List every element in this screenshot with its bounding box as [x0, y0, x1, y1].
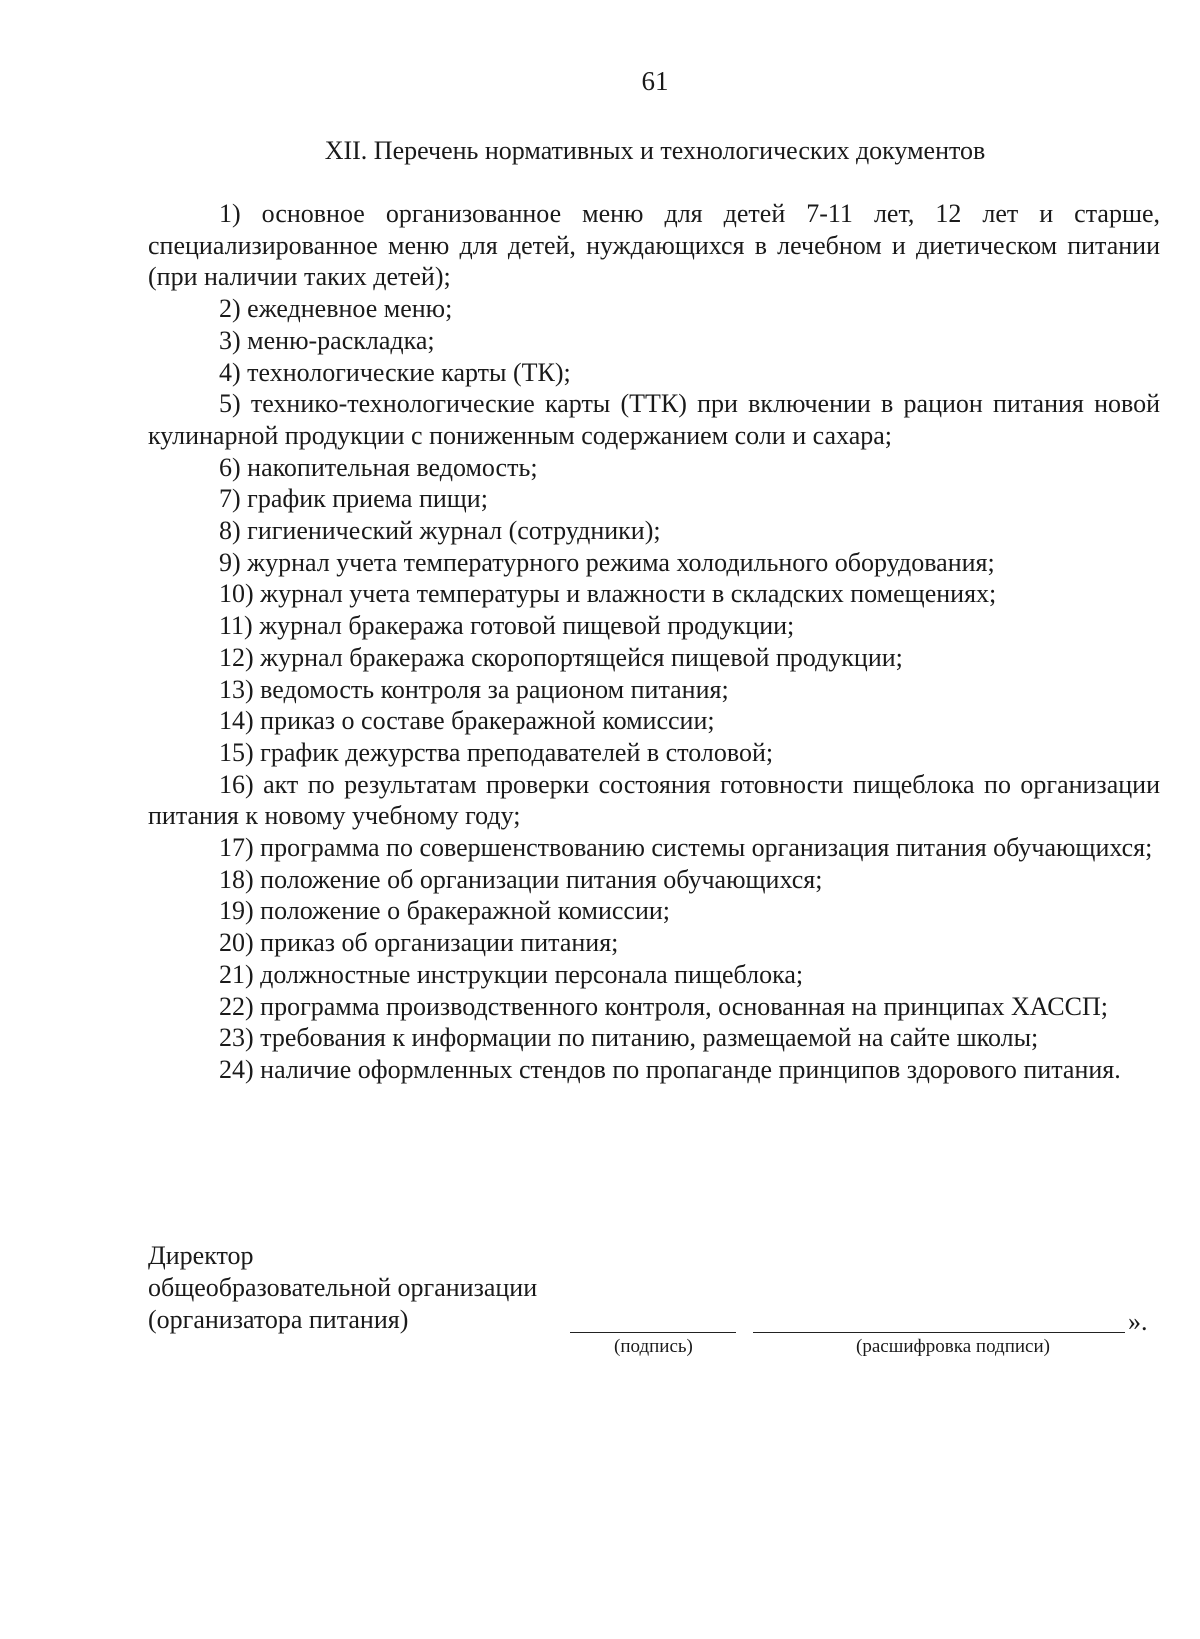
list-item: 18) положение об организации питания обучающихся; — [219, 864, 823, 894]
list-item: 24) наличие оформленных стендов по пропаганде принципов здорового питания. — [219, 1054, 1121, 1084]
section-heading: XII. Перечень нормативных и технологических документов — [324, 136, 986, 165]
list-item: 7) график приема пищи; — [219, 484, 488, 514]
page-number: 61 — [641, 66, 669, 96]
list-item: 19) положение о бракеражной комиссии; — [219, 896, 671, 926]
list-item: 15) график дежурства преподавателей в столовой; — [219, 737, 774, 767]
list-item: 16) акт по результатам проверки состояния готовности пищеблока по организации питания к новому учебному году; — [148, 769, 1160, 831]
list-item: 5) технико-технологические карты (ТТК) при включении в рацион питания новой кулинарной продукции с пониженным содержанием соли и сахара; — [148, 389, 1160, 450]
list-item: 17) программа по совершенствованию системы организация питания обучающихся; — [219, 833, 1153, 863]
list-item: 4) технологические карты (ТК); — [219, 357, 571, 387]
list-item: 21) должностные инструкции персонала пищеблока; — [219, 959, 804, 989]
list-item: 12) журнал бракеража скоропортящейся пищевой продукции; — [219, 642, 903, 672]
list-item: 1) основное организованное меню для детей 7-11 лет, 12 лет и старше, специализированное меню для детей, нуждающихся в лечебном и диетическом питании (при наличии таких детей); — [148, 199, 1160, 292]
list-item: 14) приказ о составе бракеражной комиссии; — [219, 706, 715, 736]
signatory-title: Директор — [148, 1241, 254, 1270]
list-item: 10) журнал учета температуры и влажности в складских помещениях; — [219, 579, 997, 609]
list-item: 3) меню-раскладка; — [219, 325, 435, 355]
documents-list — [148, 198, 1160, 1086]
list-item: 11) журнал бракеража готовой пищевой продукции; — [219, 611, 795, 641]
list-item: 20) приказ об организации питания; — [219, 928, 619, 958]
signature-decode-line — [753, 1332, 1125, 1333]
signature-line — [570, 1332, 736, 1333]
list-item: 13) ведомость контроля за рационом питания; — [219, 674, 729, 704]
list-item: 9) журнал учета температурного режима холодильного оборудования; — [219, 547, 995, 577]
signature-caption: (подпись) — [614, 1336, 693, 1357]
list-item: 8) гигиенический журнал (сотрудники); — [219, 516, 661, 546]
signature-block — [148, 1240, 1168, 1360]
list-item: 22) программа производственного контроля, основанная на принципах ХАССП; — [219, 991, 1108, 1021]
signatory-organization: общеобразовательной организации — [148, 1273, 538, 1302]
signatory-role: (организатора питания) — [148, 1305, 409, 1334]
list-item: 6) накопительная ведомость; — [219, 452, 538, 482]
signature-line-suffix: ». — [1128, 1307, 1148, 1336]
list-item: 23) требования к информации по питанию, размещаемой на сайте школы; — [219, 1023, 1039, 1053]
signature-decode-caption: (расшифровка подписи) — [856, 1336, 1050, 1357]
list-item: 2) ежедневное меню; — [219, 294, 453, 324]
